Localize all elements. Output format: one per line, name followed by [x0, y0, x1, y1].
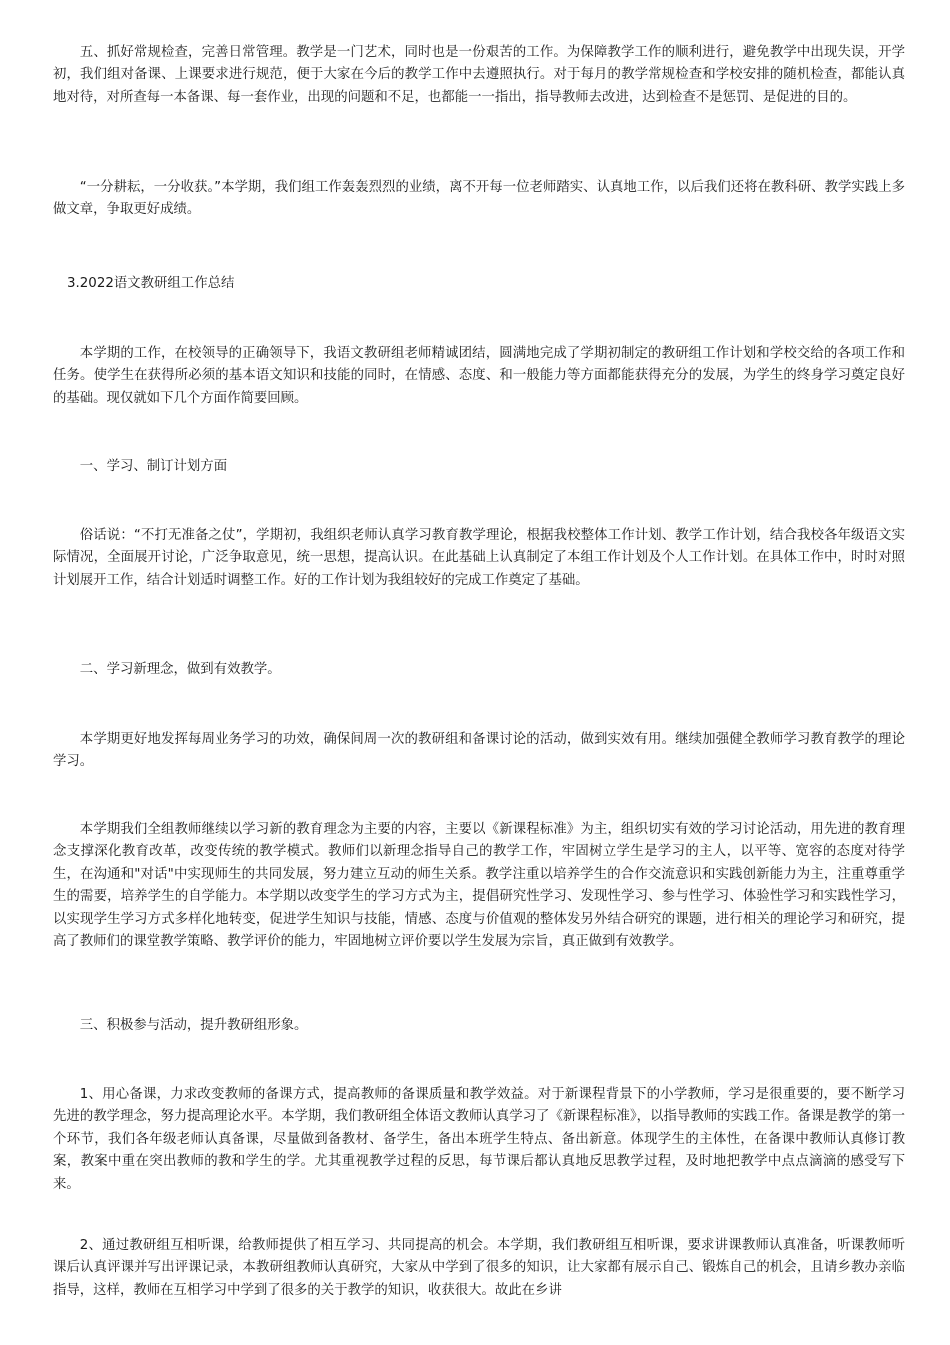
paragraph-weekly-study: 本学期更好地发挥每周业务学习的功效，确保间周一次的教研组和备课讨论的活动，做到实效有用。继续加强健全教师学习教育教学的理论学习。	[53, 732, 905, 770]
heading-planning: 一、学习、制订计划方面	[79, 459, 228, 474]
paragraph-peer-observation: 2、通过教研组互相听课，给教师提供了相互学习、共同提高的机会。本学期，我们教研组互相听课，要求讲课教师认真准备，听课教师听课后认真评课并写出评课记录，本教研组教师认真研究，大家从中学到了很多的知识，让大家都有展示自己、锻炼自己的机会，且请乡教办亲临指导，这样，教师在互相学习中学到了很多的关于教学的知识，收获很大。故此在乡讲	[53, 1238, 905, 1298]
heading-activities: 三、积极参与活动，提升教研组形象。	[79, 1018, 308, 1033]
paragraph-lesson-prep: 1、用心备课，力求改变教师的备课方式，提高教师的备课质量和教学效益。对于新课程背景下的小学教师，学习是很重要的，要不断学习先进的教学理念，努力提高理论水平。本学期，我们教研组全体语文教师认真学习了《新课程标准》，以指导教师的实践工作。备课是教学的第一个环节，我们各年级老师认真备课，尽量做到备教材、备学生，备出本班学生特点、备出新意。体现学生的主体性，在备课中教师认真修订教案，教案中重在突出教师的教和学生的学。尤其重视教学过程的反思，每节课后都认真地反思教学过程，及时地把教学中点点滴滴的感受写下来。	[53, 1087, 905, 1192]
section-title: 3.2022语文教研组工作总结	[67, 276, 235, 291]
paragraph-semester-intro: 本学期的工作，在校领导的正确领导下，我语文教研组老师精诚团结，圆满地完成了学期初制定的教研组工作计划和学校交给的各项工作和任务。使学生在获得所必须的基本语文知识和技能的同时，在情感、态度、和一般能力等方面都能获得充分的发展，为学生的终身学习奠定良好的基础。现仅就如下几个方面作简要回顾。	[53, 346, 905, 406]
paragraph-planning: 俗话说：“不打无准备之仗”，学期初，我组织老师认真学习教育教学理论，根据我校整体工作计划、教学工作计划，结合我校各年级语文实际情况，全面展开讨论，广泛争取意见，统一思想，提高认识。在此基础上认真制定了本组工作计划及个人工作计划。在具体工作中，时时对照计划展开工作，结合计划适时调整工作。好的工作计划为我组较好的完成工作奠定了基础。	[53, 528, 905, 588]
paragraph-harvest-quote: “一分耕耘，一分收获。”本学期，我们组工作轰轰烈烈的业绩，离不开每一位老师踏实、认真地工作，以后我们还将在教科研、教学实践上多做文章，争取更好成绩。	[53, 180, 905, 218]
paragraph-new-curriculum: 本学期我们全组教师继续以学习新的教育理念为主要的内容，主要以《新课程标准》为主，组织切实有效的学习讨论活动，用先进的教育理念支撑深化教育改革，改变传统的教学模式。教师们以新理念指导自己的教学工作，牢固树立学生是学习的主人，以平等、宽容的态度对待学生，在沟通和"对话"中实现师生的共同发展，努力建立互动的师生关系。教学注重以培养学生的合作交流意识和实践创新能力为主，注重尊重学生的需要，培养学生的自学能力。本学期以改变学生的学习方式为主，提倡研究性学习、发现性学习、参与性学习、体验性学习和实践性学习，以实现学生学习方式多样化地转变，促进学生知识与技能，情感、态度与价值观的整体发另外结合研究的课题，进行相关的理论学习和研究，提高了教师们的课堂教学策略、教学评价的能力，牢固地树立评价要以学生发展为宗旨，真正做到有效教学。	[53, 822, 905, 950]
heading-new-ideas: 二、学习新理念，做到有效教学。	[79, 662, 281, 677]
paragraph-routine-inspection: 五、抓好常规检查，完善日常管理。教学是一门艺术，同时也是一份艰苦的工作。为保障教学工作的顺利进行，避免教学中出现失误，开学初，我们组对备课、上课要求进行规范，便于大家在今后的教学工作中去遵照执行。对于每月的教学常规检查和学校安排的随机检查，都能认真地对待，对所查每一本备课、每一套作业，出现的问题和不足，也都能一一指出，指导教师去改进，达到检查不是惩罚、是促进的目的。	[53, 45, 905, 105]
